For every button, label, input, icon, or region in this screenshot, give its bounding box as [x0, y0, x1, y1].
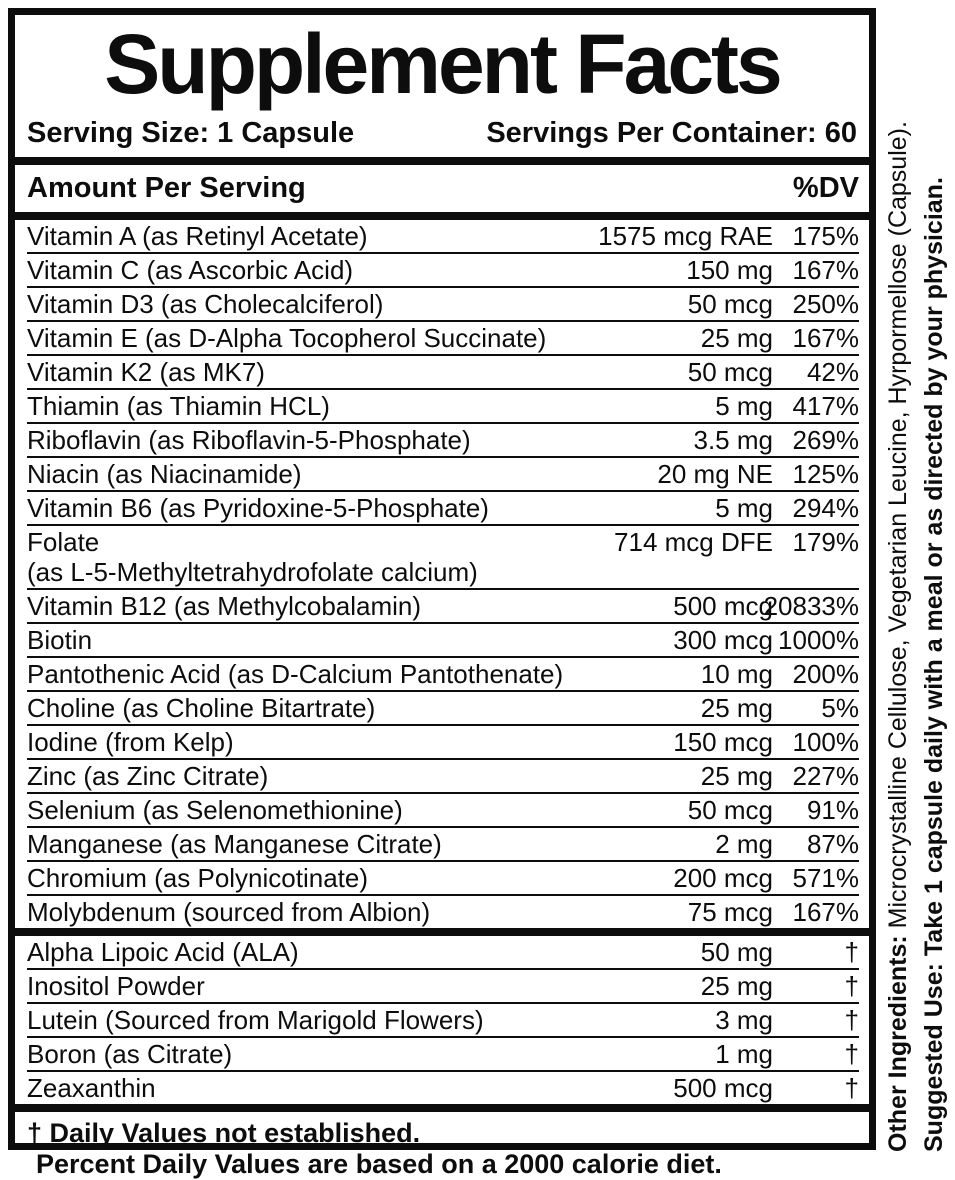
table-row: [27, 422, 859, 456]
table-row: [27, 758, 859, 792]
serving-info-row: [15, 110, 869, 157]
ingredient-name: Biotin: [27, 625, 93, 655]
ingredient-name: Molybdenum (sourced from Albion): [27, 897, 431, 927]
ingredient-name: Chromium (as Polynicotinate): [27, 863, 369, 893]
table-row: [27, 320, 859, 354]
ingredient-dv: 87%: [806, 829, 859, 859]
ingredient-amount: 500 mcg: [673, 591, 773, 621]
ingredient-dv: †: [844, 1073, 859, 1103]
table-row: [27, 456, 859, 490]
ingredient-amount: 50 mcg: [687, 289, 773, 319]
ingredient-name: Riboflavin (as Riboflavin-5-Phosphate): [27, 425, 471, 455]
ingredient-amount: 10 mg: [700, 659, 773, 689]
suggested-use-label: Suggested Use:: [920, 963, 948, 1152]
ingredient-amount: 714 mcg DFE: [614, 527, 773, 557]
ingredient-name: Vitamin B12 (as Methylcobalamin): [27, 591, 422, 621]
ingredient-dv: 269%: [792, 425, 859, 455]
ingredient-dv: 179%: [792, 527, 859, 557]
ingredient-name: Lutein (Sourced from Marigold Flowers): [27, 1005, 484, 1035]
ingredient-amount: 50 mcg: [687, 795, 773, 825]
table-row: [27, 388, 859, 422]
ingredient-dv: †: [844, 1039, 859, 1069]
table-row: [27, 354, 859, 388]
ingredient-amount: 3.5 mg: [693, 425, 773, 455]
table-row: [27, 220, 859, 252]
ingredient-dv: 227%: [792, 761, 859, 791]
ingredient-dv: 42%: [806, 357, 859, 387]
table-row: [27, 724, 859, 758]
ingredient-amount: 25 mg: [700, 693, 773, 723]
ingredient-amount: 300 mcg: [673, 625, 773, 655]
ingredient-name: Vitamin A (as Retinyl Acetate): [27, 221, 368, 251]
ingredient-name: Folate (as L-5-Methyltetrahydrofolate calcium): [27, 527, 859, 587]
ingredient-dv: †: [844, 971, 859, 1001]
main-ingredients-section: [15, 220, 869, 928]
ingredient-name: Zeaxanthin: [27, 1073, 156, 1103]
other-ingredients-vertical-text: [883, 121, 914, 1152]
ingredient-dv: 571%: [792, 863, 859, 893]
ingredient-dv: 294%: [792, 493, 859, 523]
ingredient-amount: 1575 mcg RAE: [598, 221, 773, 251]
ingredient-amount: 2 mg: [715, 829, 773, 859]
table-row: [27, 690, 859, 724]
ingredient-name-line2: (as L-5-Methyltetrahydrofolate calcium): [27, 557, 478, 587]
ingredient-amount: 500 mcg: [673, 1073, 773, 1103]
table-row: [27, 286, 859, 320]
ingredient-dv: 1000%: [778, 625, 859, 655]
ingredient-amount: 1 mg: [715, 1039, 773, 1069]
table-header-row: [15, 165, 869, 212]
footnote-dagger: † Daily Values not established.: [27, 1118, 421, 1148]
ingredient-name: Vitamin B6 (as Pyridoxine-5-Phosphate): [27, 493, 489, 523]
ingredient-amount: 20 mg NE: [657, 459, 773, 489]
supplement-facts-panel: [8, 8, 876, 1179]
ingredient-amount: 50 mcg: [687, 357, 773, 387]
ingredient-amount: 25 mg: [700, 323, 773, 353]
table-row: [27, 490, 859, 524]
ingredient-amount: 150 mg: [686, 255, 773, 285]
ingredient-name: Manganese (as Manganese Citrate): [27, 829, 442, 859]
amount-per-serving-header: Amount Per Serving: [27, 172, 306, 204]
divider-bar-top: [15, 157, 869, 165]
table-row: [27, 1036, 859, 1070]
ingredient-dv: 125%: [792, 459, 859, 489]
ingredient-name: Niacin (as Niacinamide): [27, 459, 302, 489]
ingredient-amount: 150 mcg: [673, 727, 773, 757]
ingredient-dv: 91%: [806, 795, 859, 825]
ingredient-dv: 417%: [792, 391, 859, 421]
ingredient-dv: 200%: [792, 659, 859, 689]
ingredient-name: Vitamin K2 (as MK7): [27, 357, 265, 387]
ingredient-dv: 100%: [792, 727, 859, 757]
panel-title: Supplement Facts: [104, 17, 780, 111]
ingredient-amount: 5 mg: [715, 391, 773, 421]
table-row: [27, 826, 859, 860]
ingredient-amount: 3 mg: [715, 1005, 773, 1035]
ingredient-name: Vitamin C (as Ascorbic Acid): [27, 255, 354, 285]
ingredient-name: Zinc (as Zinc Citrate): [27, 761, 269, 791]
suggested-use-text: Take 1 capsule daily with a meal or as directed by your physician.: [920, 177, 948, 957]
ingredient-name: Pantothenic Acid (as D-Calcium Pantothenate): [27, 659, 564, 689]
divider-bar-section: [15, 928, 869, 936]
ingredient-dv: 167%: [792, 897, 859, 927]
ingredient-amount: 5 mg: [715, 493, 773, 523]
no-dv-ingredients-section: [15, 936, 869, 1104]
ingredient-name: Inositol Powder: [27, 971, 205, 1001]
ingredient-dv: 167%: [792, 323, 859, 353]
table-row: [27, 936, 859, 968]
ingredient-amount: 75 mcg: [687, 897, 773, 927]
table-row: [27, 588, 859, 622]
ingredient-dv: 250%: [792, 289, 859, 319]
footnote-percent-dv: Percent Daily Values are based on a 2000 calorie diet.: [36, 1149, 722, 1179]
ingredient-dv: †: [844, 937, 859, 967]
ingredient-amount: 200 mcg: [673, 863, 773, 893]
ingredient-dv: 167%: [792, 255, 859, 285]
suggested-use-vertical-text: [919, 177, 950, 1152]
table-row: [27, 622, 859, 656]
ingredient-dv: 175%: [792, 221, 859, 251]
ingredient-name: Vitamin E (as D-Alpha Tocopherol Succinate): [27, 323, 547, 353]
table-row: [27, 252, 859, 286]
ingredient-dv: 20833%: [763, 591, 859, 621]
ingredient-amount: 25 mg: [700, 761, 773, 791]
ingredient-dv: 5%: [821, 693, 859, 723]
table-row: [27, 656, 859, 690]
other-ingredients-label: Other Ingredients:: [884, 935, 912, 1152]
ingredient-name: Alpha Lipoic Acid (ALA): [27, 937, 299, 967]
divider-bar-bottom: [15, 1104, 869, 1112]
servings-per-container-text: Servings Per Container: 60: [486, 117, 857, 149]
table-row: [27, 894, 859, 928]
ingredient-amount: 50 mg: [700, 937, 773, 967]
table-row: [27, 860, 859, 894]
table-row: [27, 1070, 859, 1104]
divider-bar-header: [15, 212, 869, 220]
ingredient-dv: †: [844, 1005, 859, 1035]
ingredient-name: Selenium (as Selenomethionine): [27, 795, 403, 825]
percent-dv-header: %DV: [792, 172, 859, 204]
table-row: [27, 968, 859, 1002]
ingredient-name: Thiamin (as Thiamin HCL): [27, 391, 330, 421]
table-row: [27, 1002, 859, 1036]
footnotes: [15, 1112, 869, 1180]
serving-size-text: Serving Size: 1 Capsule: [27, 117, 355, 149]
ingredient-name: Boron (as Citrate): [27, 1039, 233, 1069]
ingredient-amount: 25 mg: [700, 971, 773, 1001]
other-ingredients-text: Microcrystalline Cellulose, Vegetarian Leucine, Hyrpormellose (Capsule).: [884, 121, 912, 929]
table-row: [27, 792, 859, 826]
ingredient-name: Vitamin D3 (as Cholecalciferol): [27, 289, 384, 319]
ingredient-name: Choline (as Choline Bitartrate): [27, 693, 376, 723]
table-row: [27, 524, 859, 588]
ingredient-name: Iodine (from Kelp): [27, 727, 234, 757]
